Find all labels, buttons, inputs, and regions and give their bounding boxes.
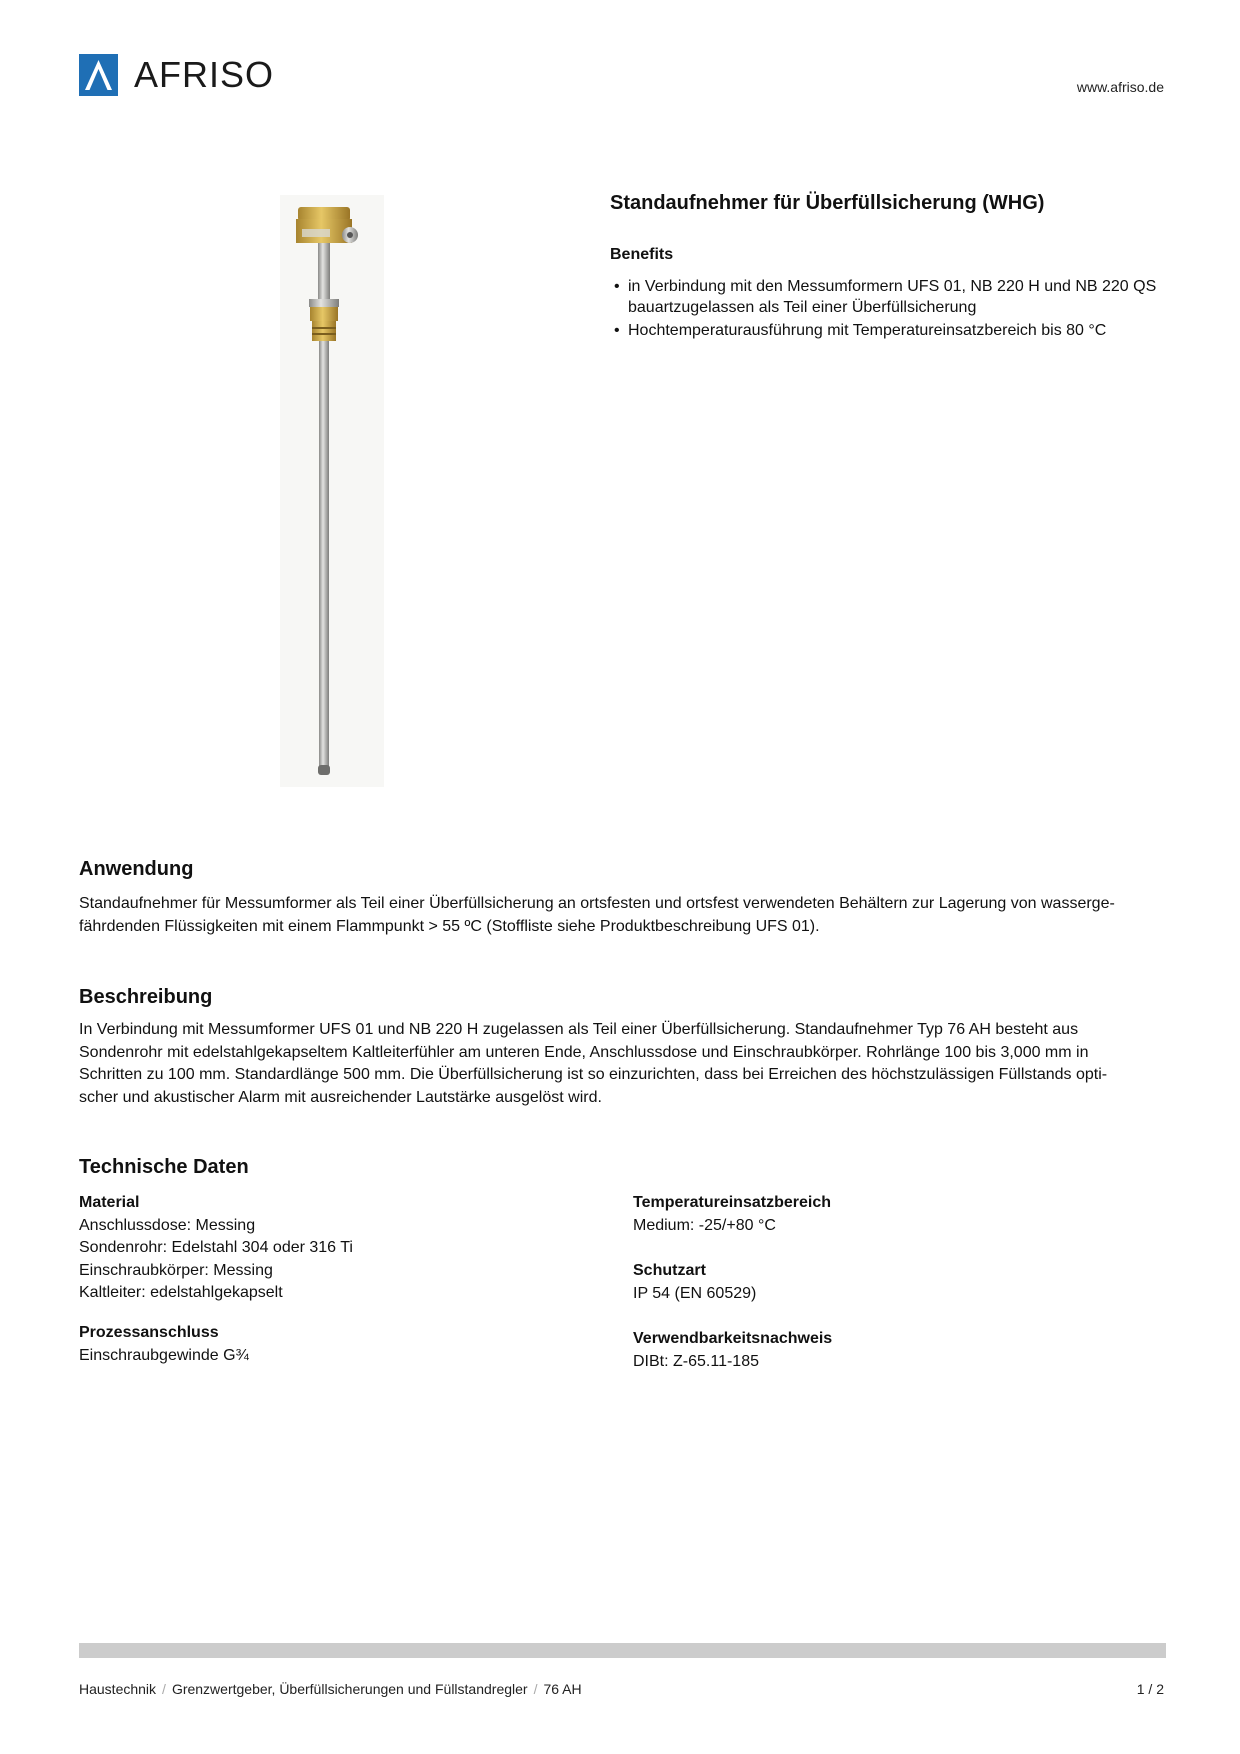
breadcrumb-item[interactable]: 76 AH — [543, 1681, 582, 1697]
site-url[interactable]: www.afriso.de — [1076, 79, 1164, 95]
breadcrumb-separator: / — [162, 1681, 166, 1697]
spec-nachweis — [633, 1328, 1153, 1373]
beschreibung-line: In Verbindung mit Messumformer UFS 01 und NB 220 H zugelassen als Teil einer Überfüllsicherung. Standaufnehmer Typ 76 AH besteht aus — [79, 1021, 1079, 1038]
spec-value: Einschraubkörper: Messing — [79, 1261, 273, 1279]
anwendung-heading: Anwendung — [79, 858, 194, 880]
spec-value: IP 54 (EN 60529) — [633, 1284, 757, 1302]
anwendung-line: Standaufnehmer für Messumformer als Teil einer Überfüllsicherung an ortsfesten und ortsfest verwendeten Behältern zur Lagerung von wasserge- — [79, 895, 1115, 912]
breadcrumb-item[interactable]: Haustechnik — [79, 1681, 157, 1697]
spec-value: DIBt: Z-65.11-185 — [633, 1352, 759, 1370]
footer-breadcrumb — [79, 1681, 582, 1697]
spec-label: Prozessanschluss — [79, 1324, 219, 1341]
beschreibung-line: Sondenrohr mit edelstahlgekapseltem Kaltleiterfühler am unteren Ende, Anschlussdose und Einschraubkörper. Rohrlänge 100 bis 3,000 mm in — [79, 1043, 1089, 1061]
page-number: 1 / 2 — [1136, 1681, 1164, 1697]
spec-temperatur — [633, 1192, 1153, 1237]
spec-value: Sondenrohr: Edelstahl 304 oder 316 Ti — [79, 1239, 353, 1256]
benefit-item: • in Verbindung mit den Messumformern UFS 01, NB 220 H und NB 220 QS bauartzugelassen als Teil einer Überfüllsicherung — [614, 276, 1174, 318]
spec-material — [79, 1192, 599, 1305]
anwendung-text — [79, 893, 1169, 938]
footer-divider-bar — [79, 1643, 1166, 1658]
spec-prozessanschluss — [79, 1322, 599, 1367]
spec-value: Einschraubgewinde G¾ — [79, 1346, 249, 1364]
spec-label: Material — [79, 1194, 140, 1211]
spec-value: Medium: -25/+80 °C — [633, 1216, 776, 1234]
spec-value: Kaltleiter: edelstahlgekapselt — [79, 1284, 283, 1301]
brand-logo — [79, 54, 274, 96]
spec-value: Anschlussdose: Messing — [79, 1216, 256, 1234]
beschreibung-line: Schritten zu 100 mm. Standardlänge 500 mm. Die Überfüllsicherung ist so einzurichten, dass bei Erreichen des höchstzulässigen Füllstands opti- — [79, 1066, 1108, 1083]
technische-daten-heading: Technische Daten — [79, 1156, 249, 1178]
spec-label: Verwendbarkeitsnachweis — [633, 1330, 833, 1347]
anwendung-line: fährdenden Flüssigkeiten mit einem Flammpunkt > 55 ºC (Stoffliste siehe Produktbeschreibung UFS 01). — [79, 917, 820, 935]
afriso-logo-icon — [79, 54, 118, 96]
spec-label: Temperatureinsatzbereich — [633, 1194, 831, 1211]
beschreibung-line: scher und akustischer Alarm mit ausreichender Lautstärke ausgelöst wird. — [79, 1088, 602, 1106]
benefit-item: • Hochtemperaturausführung mit Temperatureinsatzbereich bis 80 °C — [614, 320, 1174, 341]
breadcrumb-item[interactable]: Grenzwertgeber, Überfüllsicherungen und Füllstandregler — [171, 1681, 528, 1697]
breadcrumb-separator: / — [533, 1681, 538, 1697]
beschreibung-text — [79, 1019, 1169, 1109]
benefits-heading: Benefits — [610, 246, 674, 263]
spec-label: Schutzart — [633, 1262, 706, 1279]
product-title: Standaufnehmer für Überfüllsicherung (WHG) — [610, 192, 1045, 214]
spec-schutzart — [633, 1260, 1153, 1305]
product-image — [280, 195, 384, 787]
beschreibung-heading: Beschreibung — [79, 986, 213, 1008]
benefits-list — [614, 276, 1174, 343]
logo-text: AFRISO — [134, 54, 275, 95]
